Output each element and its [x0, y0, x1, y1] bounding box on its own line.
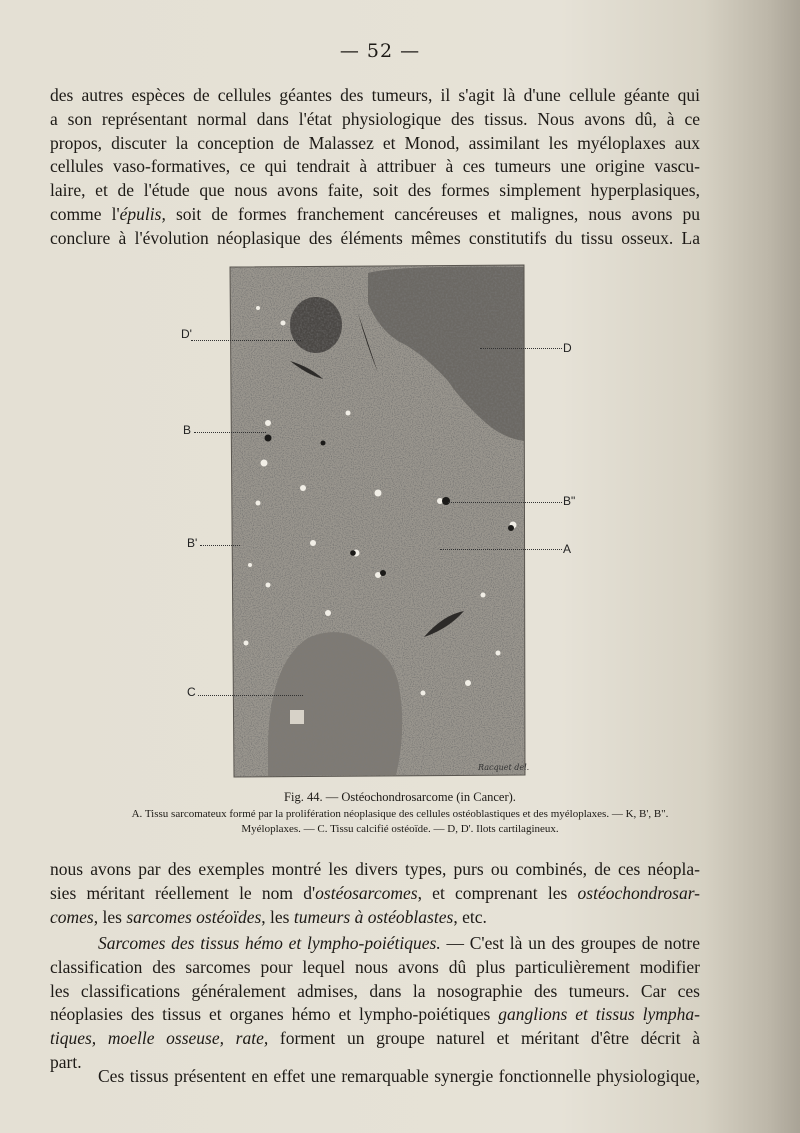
- paragraph-bottom-1: [50, 858, 700, 929]
- figure-caption-body: [80, 807, 720, 837]
- leader-line: [198, 695, 303, 696]
- text-line: cellules vaso-formatives, ce qui tendrait à attribuer à ces tumeurs une origine vascu-: [50, 156, 700, 177]
- leader-line: [480, 348, 562, 349]
- italic-term: épulis,: [119, 203, 166, 224]
- text-run: sies méritant réellement le nom d': [50, 882, 316, 903]
- leader-line: [200, 545, 240, 546]
- figure-label-b-double-prime: B": [563, 494, 576, 508]
- text-line: [50, 1027, 700, 1051]
- italic-term: sarcomes ostéoïdes: [126, 906, 262, 927]
- text-line: [50, 882, 700, 906]
- italic-term: tiques, moelle osseuse, rate,: [50, 1028, 269, 1049]
- figure-label-d: D: [563, 341, 572, 355]
- text-line: nous avons par des exemples montré les divers types, purs ou combinés, de ces néopla-: [50, 859, 700, 879]
- text-line: a son représentant normal dans l'état physiologique des tissus. Nous avons dû, à ce: [50, 108, 700, 129]
- text-line: classification des sarcomes pour lequel nous avons dû plus particulièrement modifier: [50, 956, 700, 977]
- text-run: néoplasies des tissus et organes hémo et lympho-poiétiques: [50, 1004, 499, 1025]
- paragraph-bottom-3: [50, 1065, 700, 1089]
- text-line: [50, 906, 700, 930]
- figure-label-b: B: [183, 423, 192, 437]
- leader-line: [194, 432, 266, 433]
- text-run: forment un groupe naturel et méritant d'être décrit à: [268, 1028, 700, 1049]
- leader-line: [440, 549, 562, 550]
- text-line: Ces tissus présentent en effet une remarquable synergie fonctionnelle physiologique,: [98, 1066, 700, 1086]
- text-run: , et comprenant les: [417, 882, 578, 903]
- caption-line: Myéloplaxes. — C. Tissu calcifié ostéoïde. — D, D'. Ilots cartilagineux.: [241, 823, 559, 835]
- figure-label-d-prime: D': [181, 327, 192, 341]
- paragraph-top: [50, 84, 700, 251]
- page-number: — 52 —: [339, 40, 421, 62]
- italic-term: comes: [50, 906, 94, 927]
- text-line: les classifications généralement admises, dans la nosographie des tumeurs. Car ces: [50, 980, 700, 1001]
- text-line: laire, et de l'étude que nous avons faite, soit des formes simplement hyperplasiques,: [50, 180, 700, 201]
- text-run: , etc.: [453, 906, 487, 927]
- leader-line: [191, 340, 301, 341]
- text-run: , les: [261, 906, 294, 927]
- text-run: comme l': [50, 203, 120, 224]
- italic-term: ganglions et tissus lympha-: [498, 1004, 701, 1025]
- leader-line: [448, 502, 562, 503]
- italic-heading: Sarcomes des tissus hémo et lympho-poiétiques.: [98, 933, 441, 953]
- text-line: conclure à l'évolution néoplasique des éléments mêmes constitutifs du tissu osseux. La: [50, 227, 700, 248]
- text-line: propos, discuter la conception de Malassez et Monod, assimilant les myéloplaxes aux: [50, 132, 700, 153]
- paragraph-bottom-2: [50, 932, 700, 1075]
- italic-term: ostéosarcomes: [315, 882, 418, 903]
- figure-label-c: C: [187, 685, 196, 699]
- text-run: soit de formes franchement cancéreuses et malignes, nous avons pu: [165, 203, 700, 224]
- figure-caption-title: Fig. 44. — Ostéochondrosarcome (in Cancer).: [284, 790, 516, 804]
- caption-line: A. Tissu sarcomateux formé par la prolifération néoplasique des cellules ostéoblastiques et des myéloplaxes. — K, B', B".: [131, 808, 669, 820]
- engraver-signature: Racquet del.: [478, 763, 530, 772]
- text-line: [50, 1003, 700, 1027]
- italic-term: tumeurs à ostéoblastes: [293, 906, 454, 927]
- figure-label-a: A: [563, 542, 572, 556]
- text-line: [50, 932, 700, 956]
- text-line: des autres espèces de cellules géantes des tumeurs, il s'agit là d'une cellule géante qui: [50, 85, 700, 105]
- text-run: , les: [93, 906, 127, 927]
- text-line: part.: [50, 1051, 82, 1072]
- text-run: — C'est là un des groupes de notre: [440, 933, 701, 953]
- text-line: [50, 203, 700, 227]
- italic-term: ostéochondrosar-: [577, 882, 700, 903]
- figure-label-b-prime: B': [187, 536, 198, 550]
